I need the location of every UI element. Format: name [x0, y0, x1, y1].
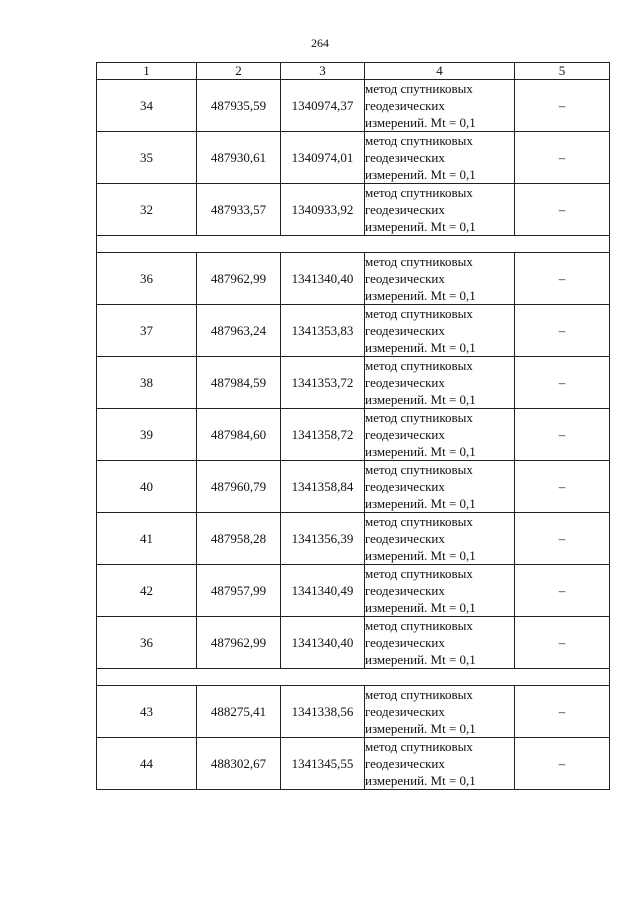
table-row — [97, 513, 610, 565]
point-number-cell: 41 — [97, 513, 197, 565]
separator-cell — [97, 669, 610, 686]
y-coordinate-cell: 1340974,01 — [281, 132, 365, 184]
method-cell — [365, 738, 515, 790]
note-cell: – — [515, 565, 610, 617]
method-line: метод спутниковых — [365, 358, 473, 373]
method-line: геодезических — [365, 98, 445, 113]
x-coordinate-cell: 487930,61 — [197, 132, 281, 184]
y-coordinate-cell: 1341340,49 — [281, 565, 365, 617]
method-cell — [365, 132, 515, 184]
method-cell — [365, 513, 515, 565]
method-line: метод спутниковых — [365, 514, 473, 529]
separator-cell — [97, 236, 610, 253]
method-line: измерений. Mt = 0,1 — [365, 600, 476, 615]
point-number-cell: 39 — [97, 409, 197, 461]
method-line: метод спутниковых — [365, 739, 473, 754]
method-line: геодезических — [365, 271, 445, 286]
header-col-4: 4 — [365, 63, 515, 80]
note-cell: – — [515, 80, 610, 132]
x-coordinate-cell: 487960,79 — [197, 461, 281, 513]
method-line: метод спутниковых — [365, 133, 473, 148]
point-number-cell: 34 — [97, 80, 197, 132]
point-number-cell: 44 — [97, 738, 197, 790]
table-row — [97, 253, 610, 305]
y-coordinate-cell: 1341340,40 — [281, 253, 365, 305]
method-line: метод спутниковых — [365, 306, 473, 321]
point-number-cell: 32 — [97, 184, 197, 236]
note-cell: – — [515, 617, 610, 669]
method-line: геодезических — [365, 427, 445, 442]
method-line: метод спутниковых — [365, 254, 473, 269]
y-coordinate-cell: 1340933,92 — [281, 184, 365, 236]
y-coordinate-cell: 1340974,37 — [281, 80, 365, 132]
table-row — [97, 80, 610, 132]
note-cell: – — [515, 738, 610, 790]
point-number-cell: 42 — [97, 565, 197, 617]
point-number-cell: 38 — [97, 357, 197, 409]
x-coordinate-cell: 487962,99 — [197, 617, 281, 669]
point-number-cell: 40 — [97, 461, 197, 513]
method-cell — [365, 686, 515, 738]
table-row — [97, 357, 610, 409]
y-coordinate-cell: 1341356,39 — [281, 513, 365, 565]
method-cell — [365, 80, 515, 132]
x-coordinate-cell: 488275,41 — [197, 686, 281, 738]
note-cell: – — [515, 305, 610, 357]
header-col-1: 1 — [97, 63, 197, 80]
method-cell — [365, 565, 515, 617]
note-cell: – — [515, 686, 610, 738]
x-coordinate-cell: 487957,99 — [197, 565, 281, 617]
note-cell: – — [515, 184, 610, 236]
header-col-2: 2 — [197, 63, 281, 80]
table-header — [97, 63, 610, 80]
table-row — [97, 305, 610, 357]
method-cell — [365, 617, 515, 669]
point-number-cell: 35 — [97, 132, 197, 184]
method-cell — [365, 305, 515, 357]
point-number-cell: 36 — [97, 617, 197, 669]
method-line: измерений. Mt = 0,1 — [365, 340, 476, 355]
method-line: измерений. Mt = 0,1 — [365, 652, 476, 667]
y-coordinate-cell: 1341353,83 — [281, 305, 365, 357]
method-line: метод спутниковых — [365, 81, 473, 96]
table-row — [97, 565, 610, 617]
method-cell — [365, 253, 515, 305]
page-number: 264 — [311, 36, 329, 50]
x-coordinate-cell: 487933,57 — [197, 184, 281, 236]
x-coordinate-cell: 487984,60 — [197, 409, 281, 461]
y-coordinate-cell: 1341353,72 — [281, 357, 365, 409]
method-line: геодезических — [365, 202, 445, 217]
y-coordinate-cell: 1341358,84 — [281, 461, 365, 513]
method-line: метод спутниковых — [365, 618, 473, 633]
method-line: метод спутниковых — [365, 410, 473, 425]
table-row — [97, 461, 610, 513]
x-coordinate-cell: 487962,99 — [197, 253, 281, 305]
method-line: геодезических — [365, 756, 445, 771]
method-line: метод спутниковых — [365, 687, 473, 702]
section-separator-row — [97, 236, 610, 253]
method-line: измерений. Mt = 0,1 — [365, 773, 476, 788]
method-line: измерений. Mt = 0,1 — [365, 721, 476, 736]
method-line: метод спутниковых — [365, 185, 473, 200]
x-coordinate-cell: 487984,59 — [197, 357, 281, 409]
method-line: геодезических — [365, 635, 445, 650]
note-cell: – — [515, 253, 610, 305]
coordinates-table — [96, 62, 610, 790]
table-row — [97, 184, 610, 236]
method-line: измерений. Mt = 0,1 — [365, 392, 476, 407]
method-line: геодезических — [365, 479, 445, 494]
method-line: метод спутниковых — [365, 462, 473, 477]
method-line: измерений. Mt = 0,1 — [365, 115, 476, 130]
table-row — [97, 617, 610, 669]
method-line: геодезических — [365, 375, 445, 390]
method-line: измерений. Mt = 0,1 — [365, 219, 476, 234]
header-row — [97, 63, 610, 80]
y-coordinate-cell: 1341340,40 — [281, 617, 365, 669]
point-number-cell: 36 — [97, 253, 197, 305]
table-body — [97, 80, 610, 790]
point-number-cell: 43 — [97, 686, 197, 738]
method-line: геодезических — [365, 531, 445, 546]
y-coordinate-cell: 1341358,72 — [281, 409, 365, 461]
section-separator-row — [97, 669, 610, 686]
table-row — [97, 686, 610, 738]
x-coordinate-cell: 487963,24 — [197, 305, 281, 357]
method-line: измерений. Mt = 0,1 — [365, 288, 476, 303]
header-col-3: 3 — [281, 63, 365, 80]
method-line: метод спутниковых — [365, 566, 473, 581]
method-line: измерений. Mt = 0,1 — [365, 496, 476, 511]
y-coordinate-cell: 1341338,56 — [281, 686, 365, 738]
x-coordinate-cell: 487935,59 — [197, 80, 281, 132]
table-row — [97, 738, 610, 790]
method-line: измерений. Mt = 0,1 — [365, 548, 476, 563]
x-coordinate-cell: 487958,28 — [197, 513, 281, 565]
table-row — [97, 409, 610, 461]
method-cell — [365, 409, 515, 461]
y-coordinate-cell: 1341345,55 — [281, 738, 365, 790]
note-cell: – — [515, 461, 610, 513]
method-line: измерений. Mt = 0,1 — [365, 167, 476, 182]
note-cell: – — [515, 409, 610, 461]
method-line: геодезических — [365, 583, 445, 598]
method-line: геодезических — [365, 704, 445, 719]
method-line: геодезических — [365, 323, 445, 338]
method-cell — [365, 461, 515, 513]
note-cell: – — [515, 357, 610, 409]
note-cell: – — [515, 513, 610, 565]
x-coordinate-cell: 488302,67 — [197, 738, 281, 790]
note-cell: – — [515, 132, 610, 184]
method-cell — [365, 184, 515, 236]
header-col-5: 5 — [515, 63, 610, 80]
table-row — [97, 132, 610, 184]
method-line: геодезических — [365, 150, 445, 165]
method-cell — [365, 357, 515, 409]
method-line: измерений. Mt = 0,1 — [365, 444, 476, 459]
point-number-cell: 37 — [97, 305, 197, 357]
